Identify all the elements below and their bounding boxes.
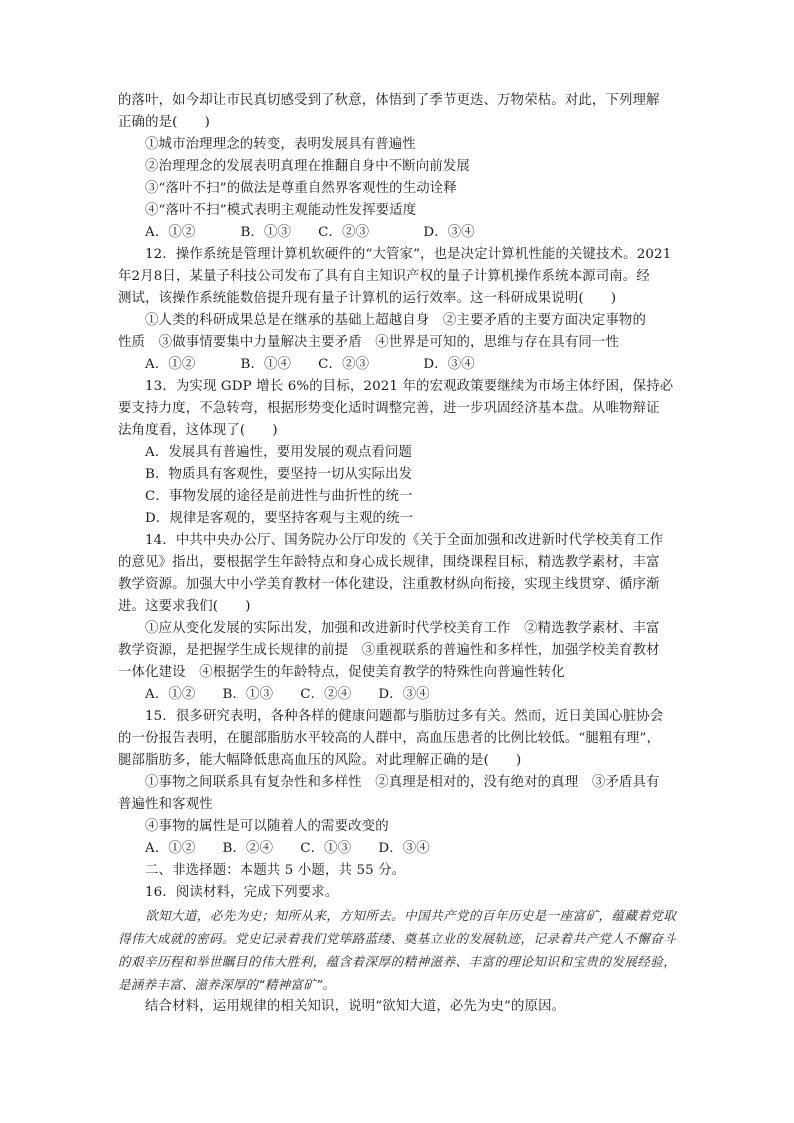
q13-stem-line-3: 法角度看，这体现了( ) [118, 423, 278, 438]
q14-options-line-2: 教学资源，是把握学生成长规律的前提 ③重视联系的普遍性和多样性，加强学校美育教材 [118, 643, 660, 658]
q11-option-1: ①城市治理理念的转变，表明发展具有普遍性 [145, 137, 416, 152]
q11-stem-line-2: 正确的是( ) [118, 115, 210, 130]
q11-stem-line-1: 的落叶，如今却让市民真切感受到了秋意，体悟到了季节更迭、万物荣枯。对此，下列理解 [118, 93, 660, 108]
q14-options-line-3: 一体化建设 ④根据学生的年龄特点，促使美育教学的特殊性向普遍性转化 [118, 665, 565, 680]
q13-option-d: D．规律是客观的，要坚持客观与主观的统一 [145, 511, 414, 526]
q16-intro: 16．阅读材料，完成下列要求。 [145, 885, 339, 900]
q15-options-line-3: ④事物的属性是可以随着人的需要改变的 [145, 819, 389, 834]
q12-options-line-1: ①人类的科研成果总是在继承的基础上超越自身 ②主要矛盾的主要方面决定事物的 [145, 313, 647, 328]
q13-option-c: C．事物发展的途径是前进性与曲折性的统一 [145, 489, 413, 504]
q11-option-2: ②治理理念的发展表明真理在推翻自身中不断向前发展 [145, 159, 470, 174]
q12-stem-line-2: 年2月8日，某量子科技公司发布了具有自主知识产权的量子计算机操作系统本源司南。经 [118, 269, 650, 284]
q14-stem-line-3: 教学资源。加强大中小学美育教材一体化建设，注重教材纵向衔接，实现主线贯穿、循序渐 [118, 577, 660, 592]
q14-options-line-1: ①应从变化发展的实际出发，加强和改进新时代学校美育工作 ②精选教学素材、丰富 [145, 621, 660, 636]
q12-stem-line-3: 测试，该操作系统能数倍提升现有量子计算机的运行效率。这一科研成果说明( ) [118, 291, 617, 306]
q11-option-4: ④“落叶不扫”模式表明主观能动性发挥要适度 [145, 203, 417, 218]
q13-option-b: B．物质具有客观性，要坚持一切从实际出发 [145, 467, 413, 482]
q14-stem-line-1: 14．中共中央办公厅、国务院办公厅印发的《关于全面加强和改进新时代学校美育工作 [145, 533, 664, 548]
q14-stem-line-4: 进。这要求我们( ) [118, 599, 251, 614]
q16-material: 欲知大道，必先为史；知所从来，方知所去。中国共产党的百年历史是一座富矿，蕴藏着党取得伟大成就的密码。党史记录着我们党筚路蓝缕、奠基立业的发展轨迹，记录着共产党人不懈奋斗的艰辛历程和举世瞩目的伟大胜利，蕴含着深厚的精神滋养、丰富的理论知识和宝贵的发展经验，是涵养丰富、滋养深厚的“精神富矿”。 [118, 908, 676, 992]
q11-option-3: ③“落叶不扫”的做法是尊重自然界客观性的生动诠释 [145, 181, 457, 196]
q15-choices: A．①② B．②④ C．①③ D．③④ [145, 841, 430, 856]
q13-stem-line-1: 13．为实现 GDP 增长 6%的目标，2021 年的宏观政策要继续为市场主体纾困，保持必 [145, 379, 674, 394]
q12-options-line-2: 性质 ③做事情要集中力量解决主要矛盾 ④世界是可知的，思维与存在具有同一性 [118, 335, 620, 350]
q13-stem-line-2: 要支持力度，不急转弯，根据形势变化适时调整完善，进一步巩固经济基本盘。从唯物辩证 [118, 401, 660, 416]
q15-options-line-2: 普遍性和客观性 [118, 797, 213, 812]
q13-option-a: A．发展具有普遍性，要用发展的观点看问题 [145, 445, 413, 460]
section-2-heading: 二、非选择题：本题共 5 小题，共 55 分。 [145, 863, 406, 878]
exam-page [118, 90, 676, 1018]
q14-choices: A．①② B．①③ C．②④ D．③④ [145, 687, 430, 702]
q15-stem-line-3: 腿部脂肪多，能大幅降低患高血压的风险。对此理解正确的是( ) [118, 753, 522, 768]
q12-choices: A．①② B．①④ C．②③ D．③④ [145, 357, 475, 372]
q12-stem-line-1: 12．操作系统是管理计算机软硬件的“大管家”，也是决定计算机性能的关键技术。2021 [145, 247, 672, 262]
q14-stem-line-2: 的意见》指出，要根据学生年龄特点和身心成长规律，围绕课程目标，精选教学素材，丰富 [118, 555, 660, 570]
q16-question: 结合材料，运用规律的相关知识，说明“欲知大道，必先为史”的原因。 [145, 999, 566, 1014]
q15-stem-line-2: 的一份报告表明，在腿部脂肪水平较高的人群中，高血压患者的比例比较低。“腿粗有理”， [118, 731, 661, 746]
q11-choices: A．①② B．①③ C．②③ D．③④ [145, 225, 475, 240]
q15-stem-line-1: 15．很多研究表明，各种各样的健康问题都与脂肪过多有关。然而，近日美国心脏协会 [145, 709, 664, 724]
q15-options-line-1: ①事物之间联系具有复杂性和多样性 ②真理是相对的，没有绝对的真理 ③矛盾具有 [145, 775, 660, 790]
